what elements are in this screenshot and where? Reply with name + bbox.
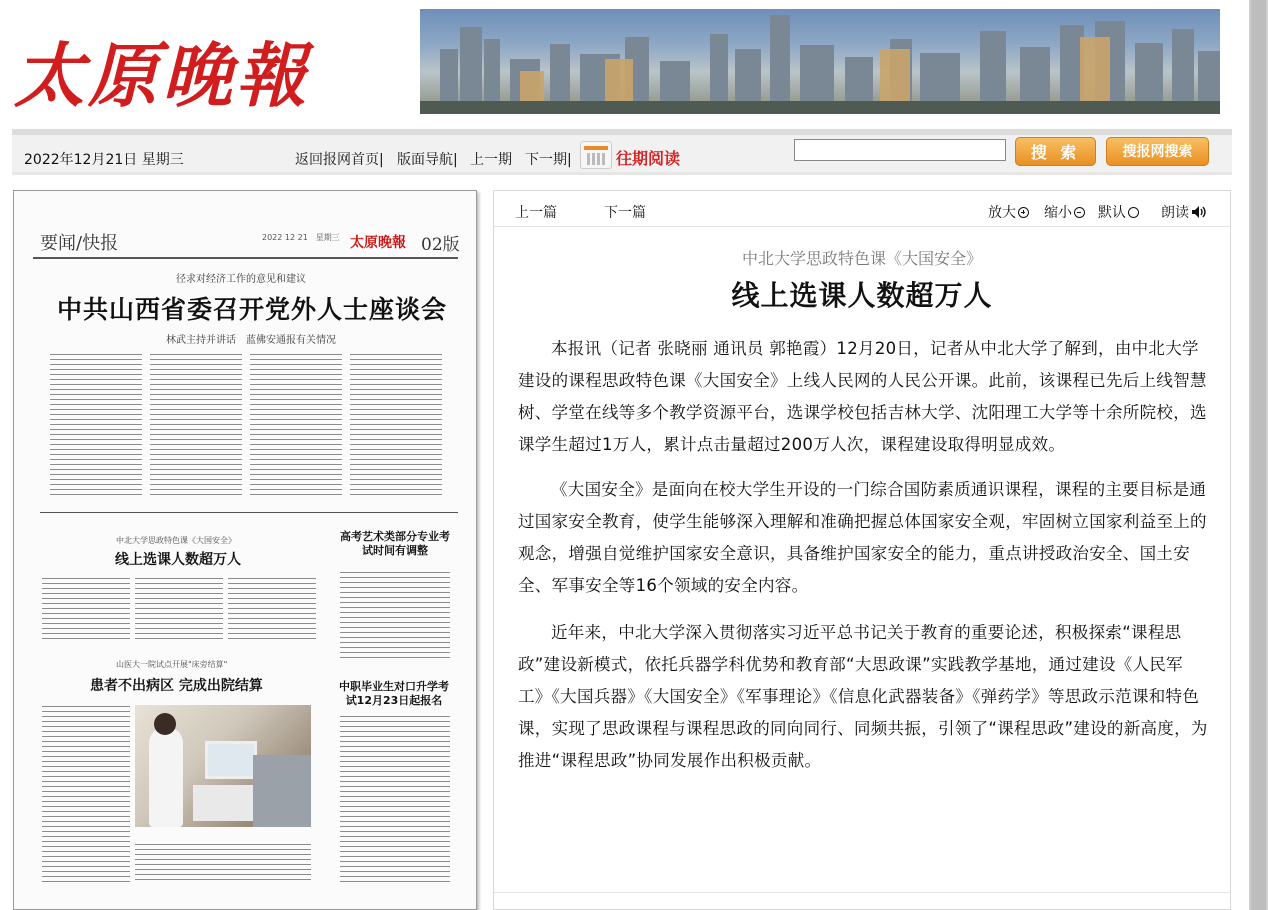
toolbar-divider: [494, 226, 1230, 227]
paper-photo-hospital[interactable]: [135, 705, 311, 827]
speaker-icon: [1191, 205, 1207, 219]
search-input[interactable]: [794, 139, 1006, 161]
paper-kicker: 径求对经济工作的意见和建议: [176, 274, 306, 285]
zoom-in-icon: [1018, 207, 1029, 218]
logo-text: 太原晚報: [14, 34, 310, 117]
paper-kicker: 山医大一院试点开展"床旁结算": [116, 660, 228, 669]
paper-text-column[interactable]: [50, 352, 142, 498]
paper-divider: [40, 512, 458, 513]
paper-headline-link[interactable]: 线上选课人数超万人: [115, 552, 241, 568]
paper-text-column[interactable]: [340, 570, 450, 662]
read-aloud-label: 朗读: [1161, 205, 1189, 221]
zoom-in-button[interactable]: [988, 202, 1029, 222]
article-bottom-divider: [494, 892, 1230, 893]
article-title: 线上选课人数超万人: [731, 279, 993, 312]
paper-page-number: 02版: [421, 235, 460, 255]
newspaper-logo[interactable]: [0, 0, 415, 118]
zoom-in-label: 放大: [988, 205, 1016, 221]
layout-nav-link[interactable]: 版面导航|: [397, 152, 458, 168]
calendar-icon[interactable]: [580, 141, 612, 169]
paper-section-title: 要闻/快报: [40, 233, 119, 254]
paper-text-column[interactable]: [250, 352, 342, 498]
paper-text-column[interactable]: [350, 352, 442, 498]
zoom-default-button[interactable]: [1098, 202, 1139, 222]
paper-text-column[interactable]: [42, 576, 130, 640]
zoom-out-label: 缩小: [1044, 205, 1072, 221]
paper-text-column[interactable]: [135, 842, 311, 882]
next-issue-link[interactable]: 下一期|: [525, 152, 572, 168]
scrollbar-thumb[interactable]: [1251, 0, 1266, 910]
paper-text-column[interactable]: [228, 576, 316, 640]
issue-date: 2022年12月21日 星期三: [24, 152, 184, 168]
prev-article-link[interactable]: 上一篇: [515, 205, 557, 221]
site-search-button[interactable]: 搜报网搜索: [1106, 137, 1209, 166]
zoom-default-label: 默认: [1098, 205, 1126, 221]
article-paragraph: 《大国安全》是面向在校大学生开设的一门综合国防素质通识课程，课程的主要目标是通过国家安全教育，使学生能够深入理解和准确把握总体国家安全观，牢固树立国家利益至上的观念，增强自觉维护国家安全意识，具备维护国家安全的能力，重点讲授政治安全、国土安全、军事安全等16个领域的安全内容。: [518, 480, 1207, 595]
paper-headline-link[interactable]: 患者不出病区 完成出院结算: [90, 678, 263, 694]
paper-divider: [33, 257, 458, 259]
search-button[interactable]: 搜 索: [1015, 137, 1096, 166]
article-kicker: 中北大学思政特色课《大国安全》: [741, 249, 982, 268]
paper-kicker: 中北大学思政特色课《大国安全》: [116, 536, 236, 545]
article-paragraph: 近年来，中北大学深入贯彻落实习近平总书记关于教育的重要论述，积极探索“课程思政”建设新模式，依托兵器学科优势和教育部“大思政课”实践教学基地，通过建设《人民军工》《大国兵器》《大国安全》《军事理论》《信息化武器装备》《弹药学》等思政示范课和特色课，实现了思政课程与课程思政的同向同行、同频共振，引领了“课程思政”建设的新高度，为推进“课程思政”协同发展作出积极贡献。: [518, 623, 1208, 770]
prev-issue-link[interactable]: 上一期: [470, 152, 512, 168]
read-aloud-button[interactable]: [1161, 202, 1207, 222]
paper-text-column[interactable]: [150, 352, 242, 498]
zoom-out-button[interactable]: [1044, 202, 1085, 222]
paper-side-headline-link[interactable]: 中职毕业生对口升学考试12月23日起报名: [339, 680, 449, 707]
paper-logo: 太原晚報: [350, 235, 406, 251]
paper-text-column[interactable]: [135, 576, 223, 640]
default-radio-icon: [1128, 207, 1139, 218]
article-paragraph: 本报讯（记者 张晓丽 通讯员 郭艳霞）12月20日，记者从中北大学了解到，由中北大学建设的课程思政特色课《大国安全》上线人民网的人民公开课。此前，该课程已先后上线智慧树、学堂在线等多个教学资源平台，选课学校包括吉林大学、沈阳理工大学等十余所院校，选课学生超过1万人，累计点击量超过200万人次，课程建设取得明显成效。: [518, 339, 1207, 454]
next-article-link[interactable]: 下一篇: [604, 205, 646, 221]
paper-text-column[interactable]: [42, 704, 130, 882]
past-reading-link[interactable]: 往期阅读: [616, 149, 681, 168]
paper-date: 2022 12 21 星期三: [262, 233, 340, 242]
zoom-out-icon: [1074, 207, 1085, 218]
city-skyline-banner: [420, 9, 1220, 114]
paper-text-column[interactable]: [340, 714, 450, 882]
paper-subheadline: 林武主持并讲话 蓝佛安通报有关情况: [166, 335, 336, 346]
paper-side-headline-link[interactable]: 高考艺术类部分专业考试时间有调整: [340, 530, 450, 557]
paper-headline-link[interactable]: 中共山西省委召开党外人士座谈会: [57, 295, 448, 324]
home-link[interactable]: 返回报网首页|: [295, 152, 384, 168]
